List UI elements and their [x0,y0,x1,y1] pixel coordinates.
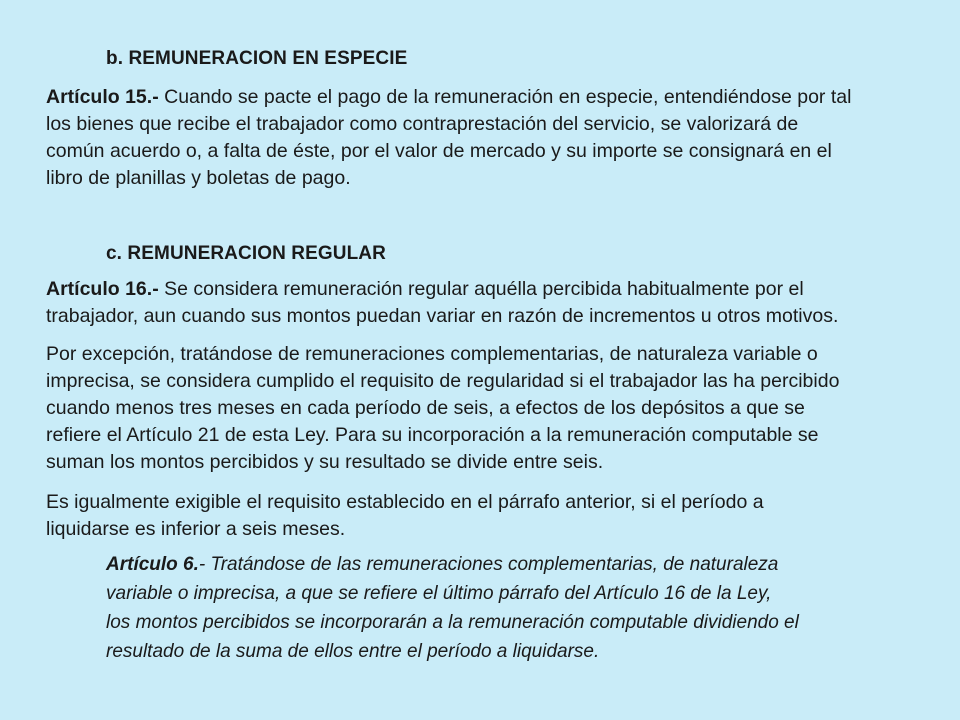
paragraph-line: los montos percibidos se incorporarán a la remuneración computable dividiendo el [106,612,799,633]
paragraph-line: refiere el Artículo 21 de esta Ley. Para su incorporación a la remuneración computable se [46,424,819,446]
paragraph-line: imprecisa, se considera cumplido el requisito de regularidad si el trabajador las ha percibido [46,370,840,392]
paragraph-line: Por excepción, tratándose de remuneraciones complementarias, de naturaleza variable o [46,343,818,365]
paragraph-igualmente-exigible [46,489,926,543]
paragraph-line: Artículo 15.- Cuando se pacte el pago de la remuneración en especie, entendiéndose por tal [46,86,852,108]
paragraph-line: cuando menos tres meses en cada período de seis, a efectos de los depósitos a que se [46,397,805,419]
paragraph-line: Artículo 16.- Se considera remuneración regular aquélla percibida habitualmente por el [46,278,804,300]
paragraph-line: Es igualmente exigible el requisito establecido en el párrafo anterior, si el período a [46,491,764,513]
heading-remuneracion-regular: c. REMUNERACION REGULAR [106,243,386,264]
article-lead: Artículo 16.- [46,278,159,300]
paragraph-line: Artículo 6.- Tratándose de las remuneraciones complementarias, de naturaleza [106,554,779,575]
paragraph-articulo-15 [46,84,926,192]
paragraph-line: libro de planillas y boletas de pago. [46,167,351,189]
paragraph-por-excepcion [46,341,926,476]
heading-remuneracion-especie: b. REMUNERACION EN ESPECIE [106,48,408,69]
paragraph-line: resultado de la suma de ellos entre el período a liquidarse. [106,641,600,662]
paragraph-articulo-16 [46,276,926,330]
article-lead: Artículo 6. [106,554,199,575]
article-lead: Artículo 15.- [46,86,159,108]
paragraph-line: común acuerdo o, a falta de éste, por el valor de mercado y su importe se consignará en el [46,140,832,162]
paragraph-line: suman los montos percibidos y su resultado se divide entre seis. [46,451,604,473]
paragraph-line: trabajador, aun cuando sus montos puedan variar en razón de incrementos u otros motivos. [46,305,839,327]
paragraph-line: variable o imprecisa, a que se refiere el último párrafo del Artículo 16 de la Ley, [106,583,772,604]
paragraph-line: liquidarse es inferior a seis meses. [46,518,346,540]
paragraph-articulo-6 [106,550,926,666]
paragraph-line: los bienes que recibe el trabajador como contraprestación del servicio, se valorizará de [46,113,799,135]
